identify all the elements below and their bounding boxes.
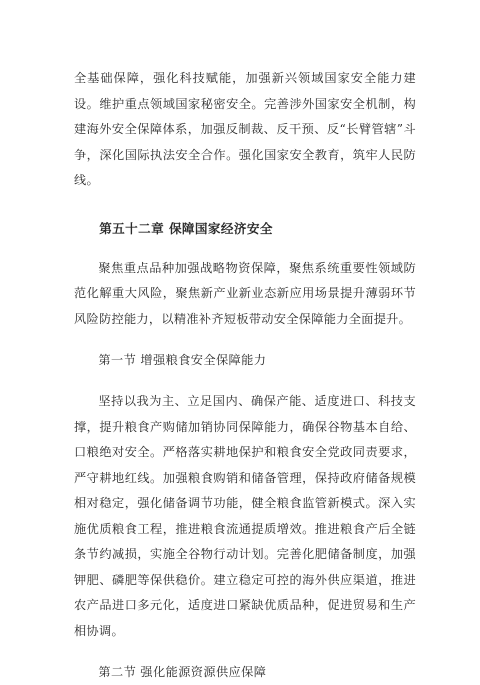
spacer <box>74 373 416 389</box>
intro-paragraph: 全基础保障，强化科技赋能，加强新兴领域国家安全能力建设。维护重点领域国家秘密安全。完善涉外国家安全机制，构建海外安全保障体系，加强反制裁、反干预、反“长臂管辖”斗争，深化国际执法安全合作。强化国家安全教育，筑牢人民防线。 <box>74 71 416 187</box>
spacer <box>74 241 416 256</box>
spacer <box>74 194 416 216</box>
document-body <box>74 66 416 685</box>
section-1-paragraph: 坚持以我为主、立足国内、确保产能、适度进口、科技支撑，提升粮食产购储加销协同保障能力，确保谷物基本自给、口粮绝对安全。严格落实耕地保护和粮食安全党政同责要求，严守耕地红线。加强粮食购销和储备管理，保持政府储备规模相对稳定，强化储备调节功能，健全粮食监管新模式。深入实施优质粮食工程，推进粮食流通提质增效。推进粮食产后全链条节约减损，实施全谷物行动计划。完善化肥储备制度，加强钾肥、磷肥等保供稳价。建立稳定可控的海外供应渠道，推进农产品进口多元化，适度进口紧缺优质品种，促进贸易和生产相协调。 <box>74 394 416 638</box>
chapter-title: 第五十二章 保障国家经济安全 <box>99 220 273 236</box>
chapter-paragraph: 聚焦重点品种加强战略物资保障，聚焦系统重要性领域防范化解重大风险，聚焦新产业新业态新应用场景提升薄弱环节风险防控能力，以精准补齐短板带动安全保障能力全面提升。 <box>74 260 416 326</box>
section-title-2: 第二节 强化能源资源供应保障 <box>98 665 267 679</box>
spacer <box>74 332 416 348</box>
section-title-1: 第一节 增强粮食安全保障能力 <box>98 353 267 367</box>
spacer <box>74 644 416 660</box>
